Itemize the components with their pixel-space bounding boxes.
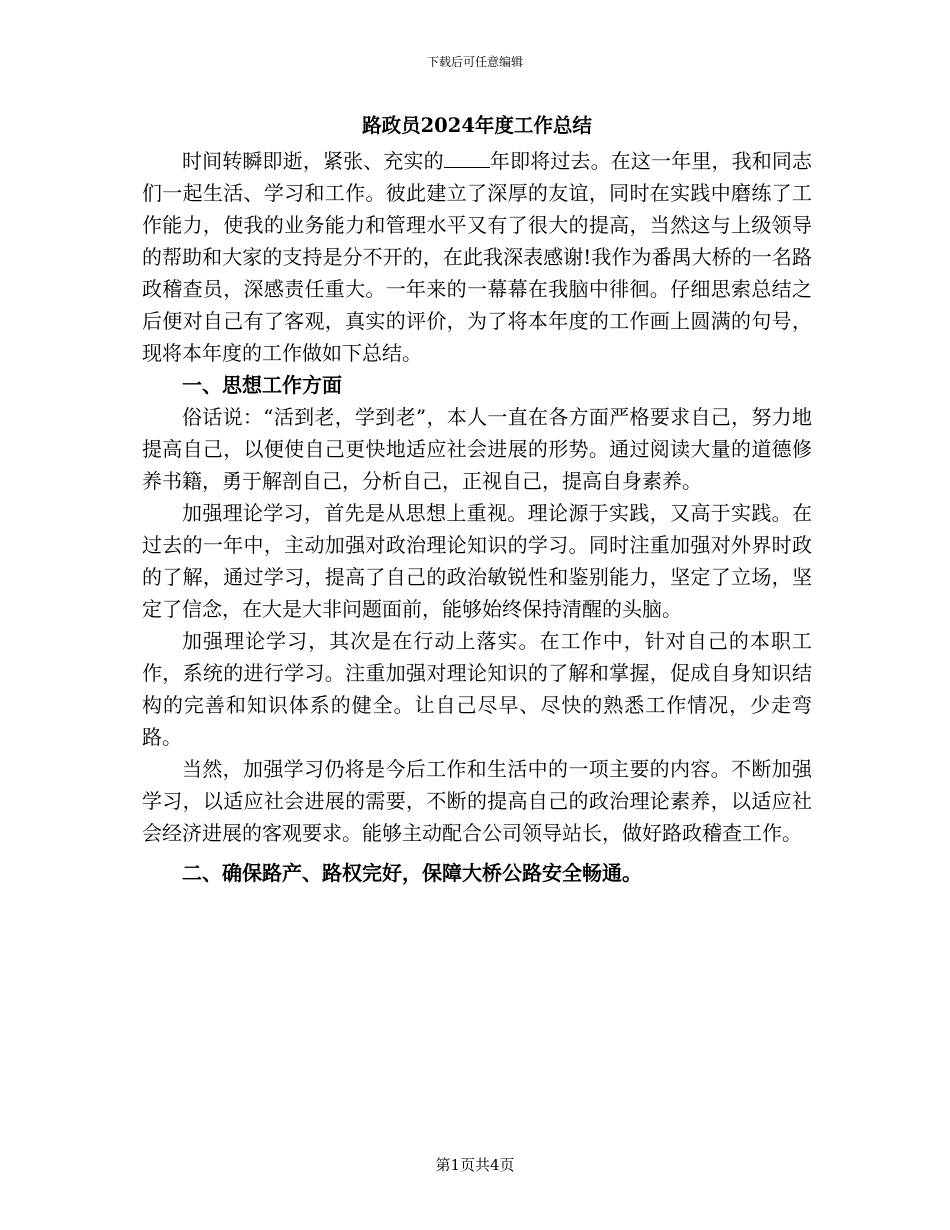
intro-text-end: 年即将过去。在这一年里，我和同志们一起生活、学习和工作。彼此建立了深厚的友谊，同时在实践中磨练了工作能力，使我的业务能力和管理水平又有了很大的提高，当然这与上级领导的帮助和大家的支持是分不开的，在此我深表感谢!我作为番禺大桥的一名路政稽查员，深感责任重大。一年来的一幕幕在我脑中徘徊。仔细思索总结之后便对自己有了客观，真实的评价，为了将本年度的工作画上圆满的句号，现将本年度的工作做如下总结。 bbox=[142, 149, 813, 365]
section1-paragraph: 加强理论学习，其次是在行动上落实。在工作中，针对自己的本职工作，系统的进行学习。注重加强对理论知识的了解和掌握，促成自身知识结构的完善和知识体系的健全。让自己尽早、尽快的熟悉工作情况，少走弯路。 bbox=[142, 629, 812, 749]
section1-paragraph: 加强理论学习，首先是从思想上重视。理论源于实践，又高于实践。在过去的一年中，主动加强对政治理论知识的学习。同时注重加强对外界时政的了解，通过学习，提高了自己的政治敏锐性和鉴别能力，坚定了立场，坚定了信念，在大是大非问题面前，能够始终保持清醒的头脑。 bbox=[142, 501, 812, 621]
fill-in-blank bbox=[444, 149, 490, 168]
intro-paragraph bbox=[142, 145, 812, 369]
page-header-note: 下载后可任意编辑 bbox=[426, 55, 523, 69]
section1-paragraph: 当然，加强学习仍将是今后工作和生活中的一项主要的内容。不断加强学习，以适应社会进展的需要，不断的提高自己的政治理论素养，以适应社会经济进展的客观要求。能够主动配合公司领导站长，做好路政稽查工作。 bbox=[142, 757, 812, 845]
section-heading-2: 二、确保路产、路权完好，保障大桥公路安全畅通。 bbox=[182, 861, 642, 885]
section-heading-1: 一、思想工作方面 bbox=[182, 373, 342, 397]
section1-paragraph: 俗话说：“活到老，学到老”，本人一直在各方面严格要求自己，努力地提高自己，以便使自己更快地适应社会进展的形势。通过阅读大量的道德修养书籍，勇于解剖自己，分析自己，正视自己，提高自身素养。 bbox=[142, 405, 812, 493]
intro-text-start: 时间转瞬即逝，紧张、充实的 bbox=[182, 149, 444, 173]
page-number: 第1页共4页 bbox=[435, 1156, 515, 1174]
document-body bbox=[142, 110, 812, 889]
document-title: 路政员2024年度工作总结 bbox=[362, 114, 592, 137]
